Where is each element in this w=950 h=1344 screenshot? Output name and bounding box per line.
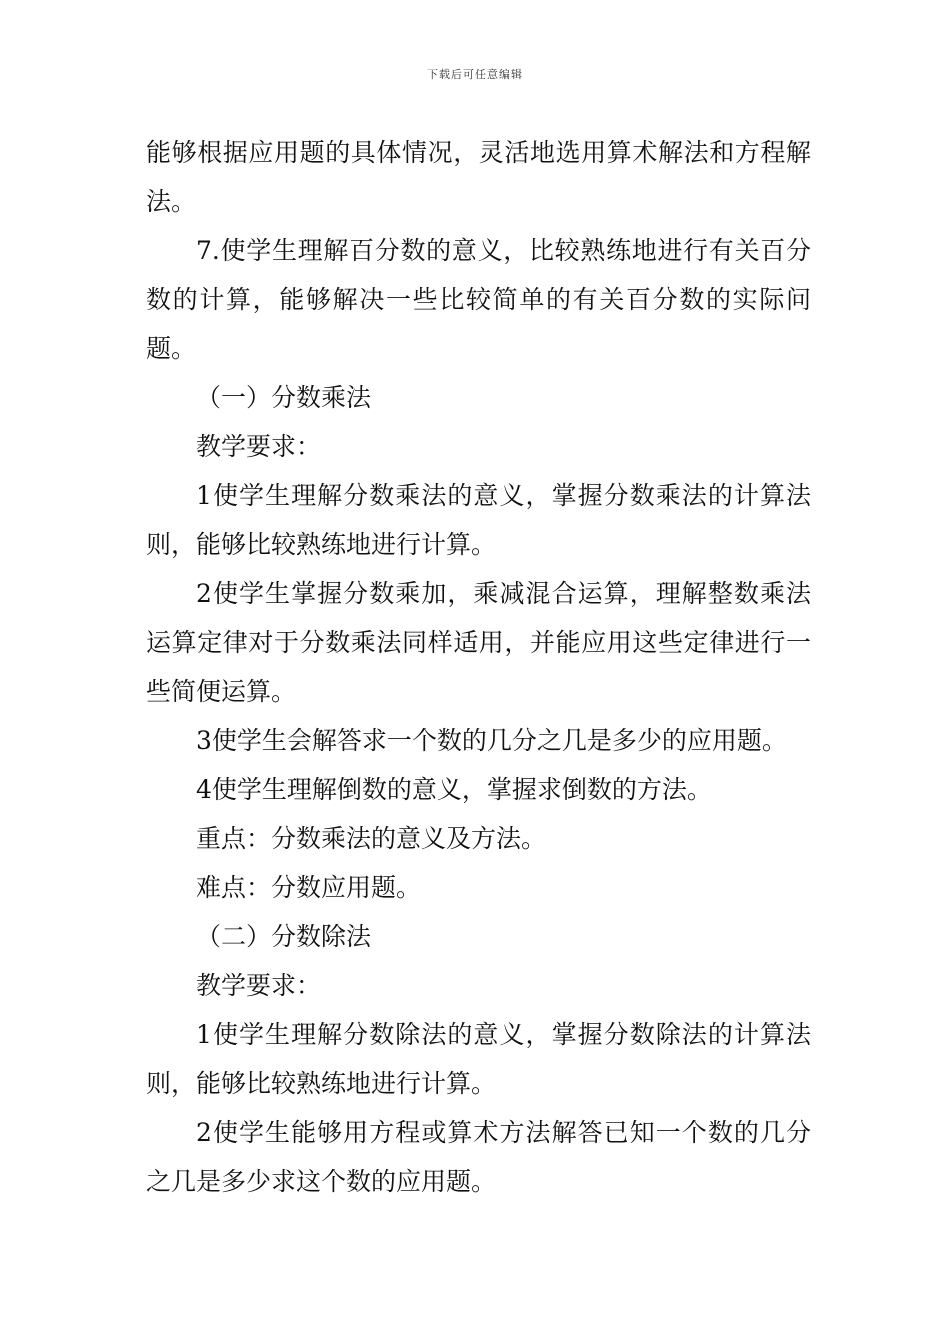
- requirement-item-1: 1使学生理解分数乘法的意义，掌握分数乘法的计算法则，能够比较熟练地进行计算。: [146, 481, 811, 559]
- difficult-point: 难点：分数应用题。: [196, 873, 422, 902]
- requirements-label-1: 教学要求：: [196, 432, 322, 461]
- section-heading-1: （一）分数乘法: [196, 383, 372, 412]
- key-point: 重点：分数乘法的意义及方法。: [196, 824, 547, 853]
- section-heading-2: （二）分数除法: [196, 922, 372, 951]
- requirement-item-3: 3使学生会解答求一个数的几分之几是多少的应用题。: [196, 726, 787, 755]
- requirement-item-2: 2使学生掌握分数乘加，乘减混合运算，理解整数乘法运算定律对于分数乘法同样适用，并能应用这些定律进行一些简便运算。: [146, 579, 811, 706]
- requirement-item-5: 1使学生理解分数除法的意义，掌握分数除法的计算法则，能够比较熟练地进行计算。: [146, 1020, 811, 1098]
- page-header: 下载后可任意编辑: [427, 68, 523, 81]
- requirement-item-4: 4使学生理解倒数的意义，掌握求倒数的方法。: [196, 775, 712, 804]
- document-body: [146, 128, 811, 1206]
- paragraph-2: 7.使学生理解百分数的意义，比较熟练地进行有关百分数的计算，能够解决一些比较简单的有关百分数的实际问题。: [146, 236, 811, 363]
- requirement-item-6: 2使学生能够用方程或算术方法解答已知一个数的几分之几是多少求这个数的应用题。: [146, 1118, 811, 1196]
- paragraph-1: 能够根据应用题的具体情况，灵活地选用算术解法和方程解法。: [146, 138, 811, 216]
- requirements-label-2: 教学要求：: [196, 971, 322, 1000]
